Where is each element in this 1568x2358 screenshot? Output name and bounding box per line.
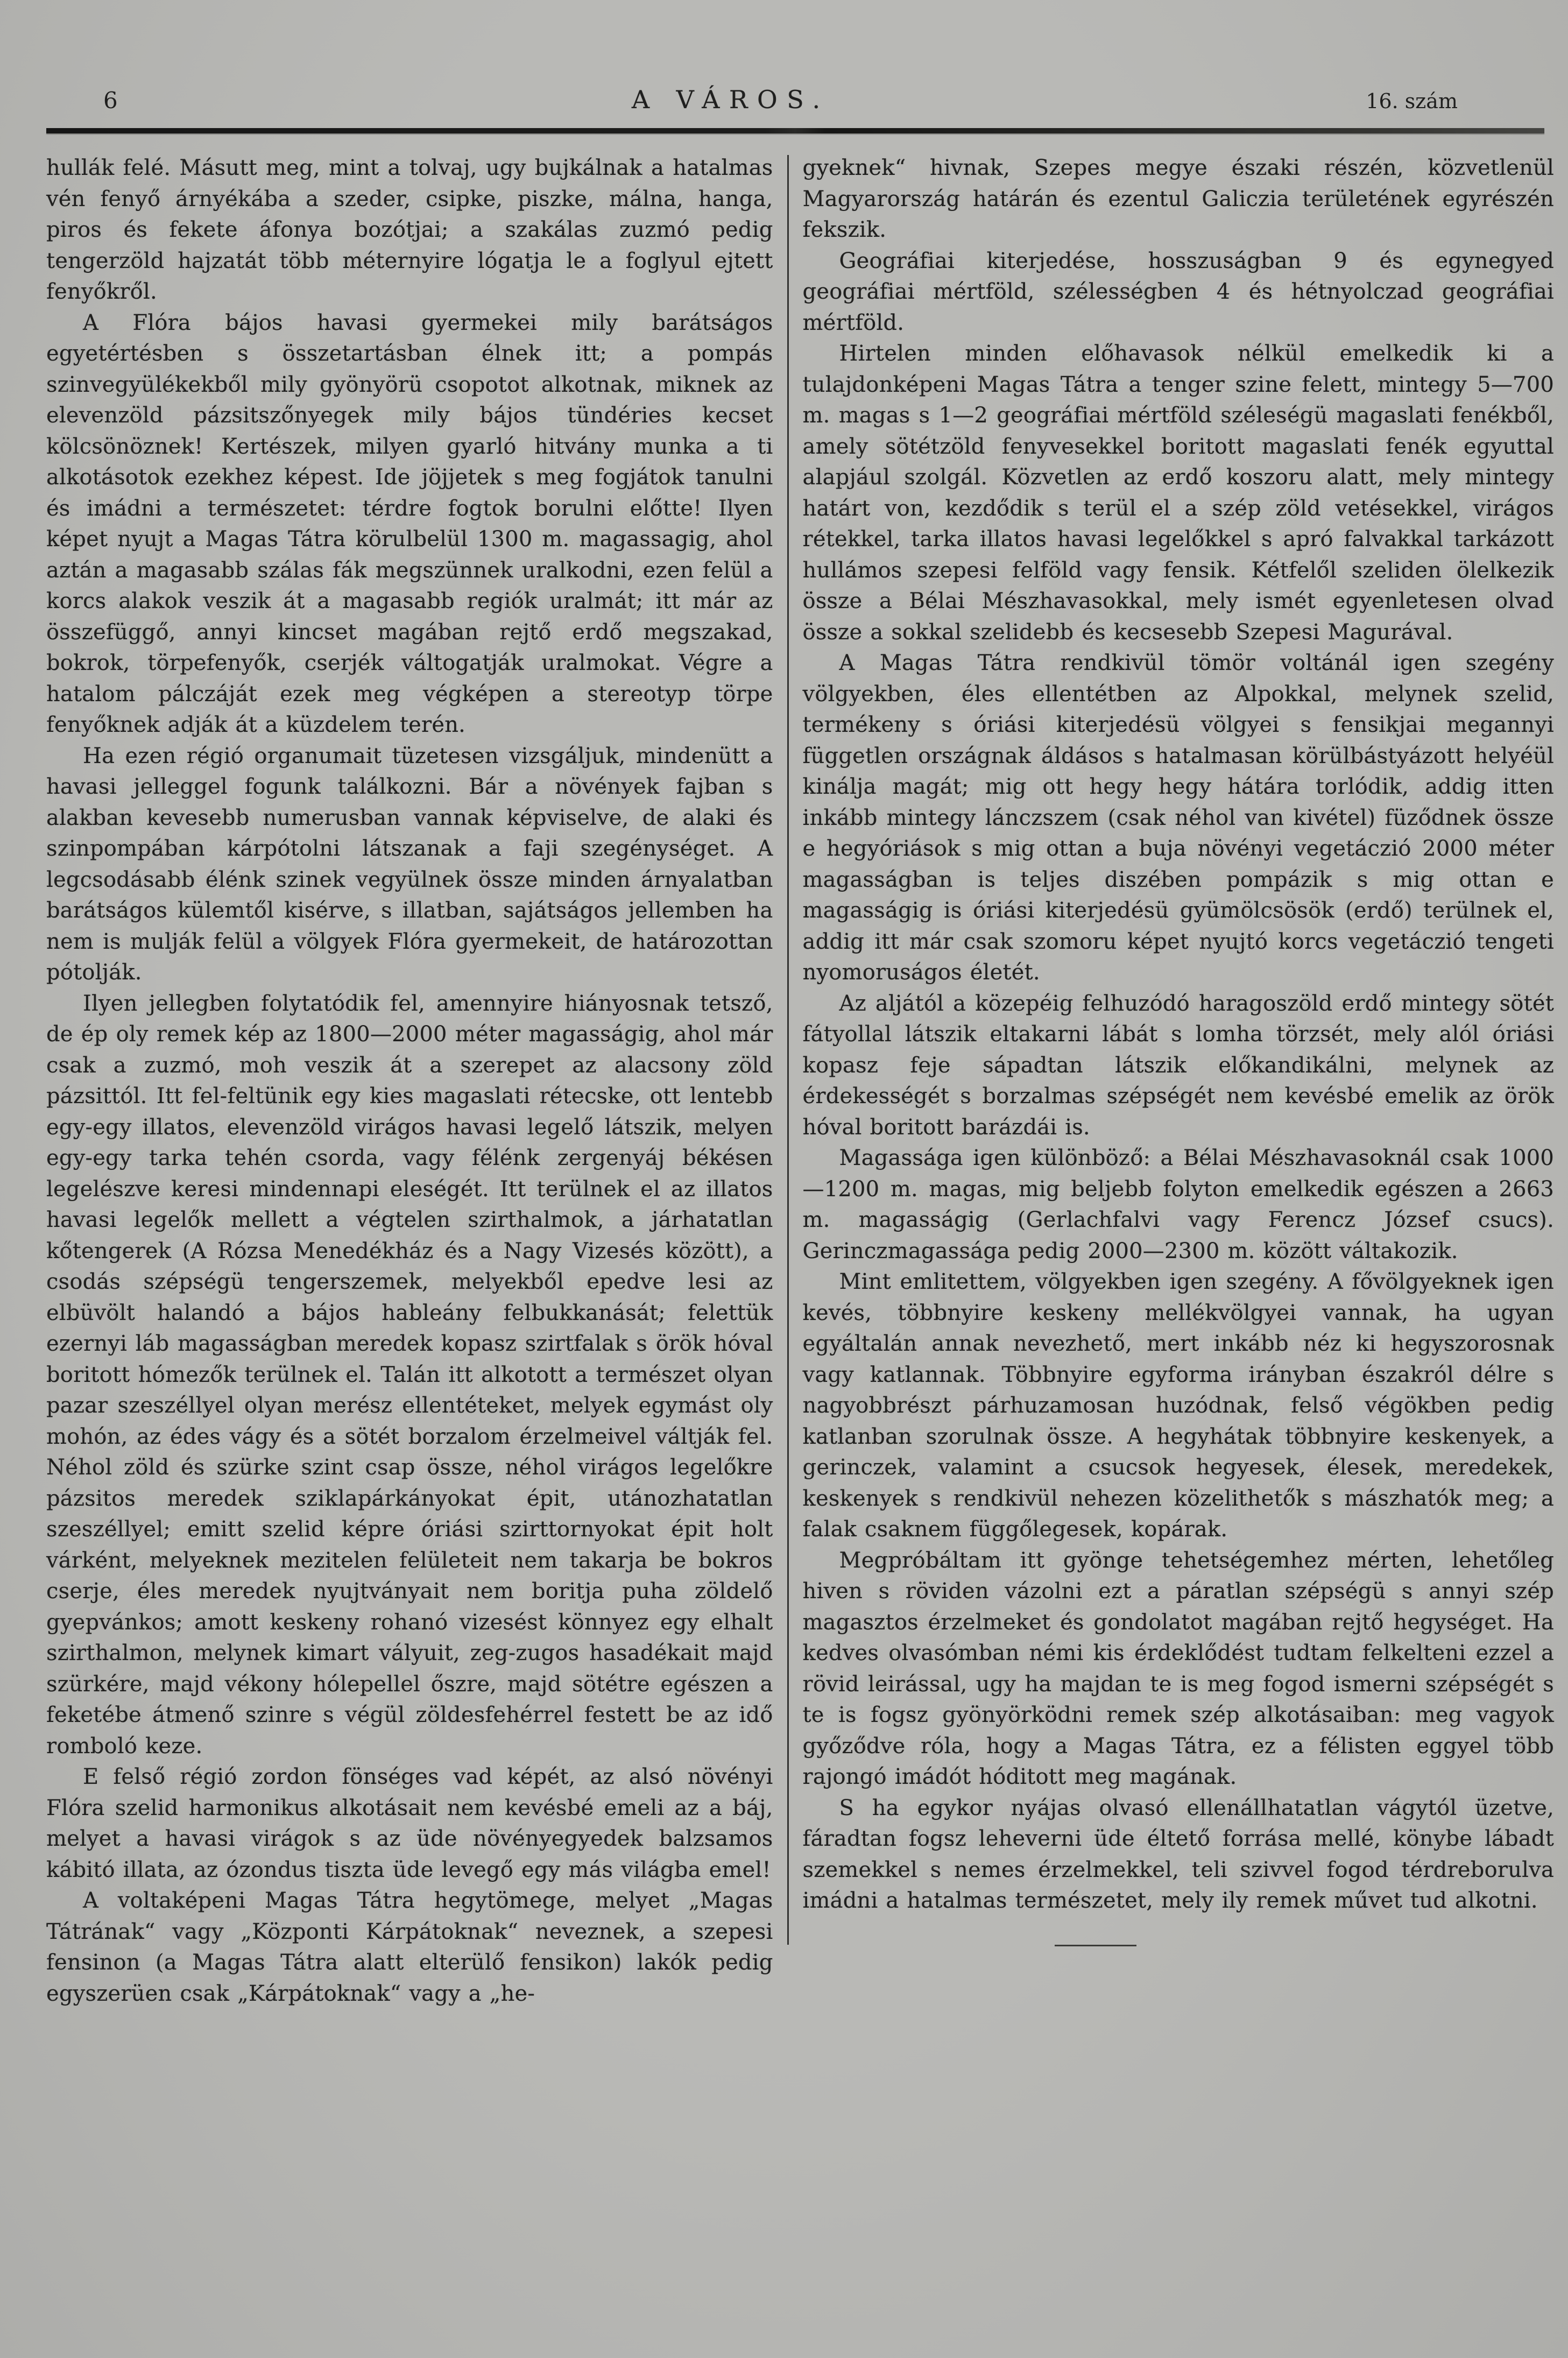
paragraph: Hirtelen minden előhavasok nélkül emelkedik ki a tulajdonképeni Magas Tátra a tenger szine felett, mintegy 5—700 m. magas s 1—2 geográfiai mértföld széleségü magaslati fenékből, amely sötétzöld fenyvesekkel boritott magaslati fenék egyuttal alapjául szolgál. Közvetlen az erdő koszoru alatt, mely mintegy határt von, kezdődik s terül el a szép zöld vetésekkel, virágos rétekkel, tarka illatos havasi legelőkkel s apró falvakkal tarkázott hullámos szepesi felföld vagy fensik. Kétfelől szeliden ölelkezik össze a Bélai Mészhavasokkal, mely ismét egyenletesen olvad össze a sokkal szelidebb és kecsesebb Szepesi Magurával. [802,341,1555,645]
masthead-title: A VÁROS. [631,85,830,114]
paragraph: A voltaképeni Magas Tátra hegytömege, melyet „Magas Tátrának“ vagy „Központi Kárpátoknak“ neveznek, a szepesi fensinon (a Magas Tátra alatt elterülő fensikon) lakók pedig egyszerüen csak „Kárpátoknak“ vagy a „he- [46,1888,773,2006]
paragraph: Ha ezen régió organumait tüzetesen vizsgáljuk, mindenütt a havasi jelleggel fogunk találkozni. Bár a növények fajban s alakban kevesebb numerusban vannak képviselve, de alaki és szinpompában kárpótolni látszanak a faji szegénységet. A legcsodásabb élénk szinek vegyülnek össze minden árnyalatban barátságos külemtől kisérve, s illatban, sajátságos jellemben ha nem is mulják felül a völgyek Flóra gyermekeit, de határozottan pótolják. [46,743,773,985]
paragraph: Geográfiai kiterjedése, hosszuságban 9 és egynegyed geográfiai mértföld, szélességben 4 és hétnyolczad geográfiai mértföld. [802,248,1555,335]
left-column [46,153,773,2009]
issue-number: 16. szám [1366,89,1458,113]
column-divider [787,155,789,1945]
paragraph: Ilyen jellegben folytatódik fel, amennyire hiányosnak tetsző, de ép oly remek kép az 1800—2000 méter magasságig, ahol már csak a zuzmó, moh veszik át a szerepet az alacsony zöld pázsittól. Itt fel-feltünik egy kies magaslati rétecske, ott lentebb egy-egy illatos, elevenzöld virágos havasi legelő látszik, melyen egy-egy tarka tehén csorda, vagy félénk zergenyáj békésen legelészve keresi mindennapi eleségét. Itt terülnek el az illatos havasi legelők mellett a végtelen szirthalmok, a járhatatlan kőtengerek (A Rózsa Menedékház és a Nagy Vizesés között), a csodás szépségü tengerszemek, melyekből epedve lesi az elbüvölt halandó a bájos hableány felbukkanását; felettük ezernyi láb magasságban meredek kopasz szirtfalak s örök hóval boritott hómezők terülnek el. Talán itt alkotott a természet olyan pazar szeszéllyel olyan merész ellentéteket, melyek egymást oly mohón, az édes vágy és a sötét borzalom érzelmeivel váltják fel. Néhol zöld és szürke szint csap össze, néhol virágos legelőkre pázsitos meredek sziklapárkányokat épit, utánozhatatlan szeszéllyel; emitt szelid képre óriási szirttornyokat épit holt várként, melyeknek mezitelen felületeit nem takarja be bokros cserje, éles meredek nyujtványait nem boritja puha zöldelő gyepvánkos; amott keskeny rohanó vizesést könnyez egy elhalt szirthalmon, melynek kimart vályuit, zeg-zugos hasadékait majd szürkére, majd vékony hólepellel őszre, majd sötétre egészen a feketébe átmenő szinre s végül zöldesfehérrel festett be az idő romboló keze. [46,991,773,1759]
right-column-paragraphs [803,153,1554,1917]
paragraph: Mint emlitettem, völgyekben igen szegény. A fővölgyeknek igen kevés, többnyire keskeny mellékvölgyei vannak, ha ugyan egyáltalán annak nevezhető, mert inkább néz ki hegyszorosnak vagy katlannak. Többnyire egyforma irányban északról délre s nagyobbrészt párhuzamosan huzódnak, felső végökben pedig katlanban szorulnak össze. A hegyhátak többnyire keskenyek, a gerinczek, valamint a csucsok hegyesek, élesek, meredekek, keskenyek s rendkivül nehezen közelithetők s mászhatók meg; a falak csaknem függőlegesek, kopárak. [802,1269,1555,1542]
paragraph: hullák felé. Másutt meg, mint a tolvaj, ugy bujkálnak a hatalmas vén fenyő árnyékába a szeder, csipke, piszke, málna, hanga, piros és fekete áfonya bozótjai; a szakálas zuzmó pedig tengerzöld hajzatát több méternyire lógatja le a foglyul ejtett fenyőkről. [46,156,773,304]
paragraph: A Flóra bájos havasi gyermekei mily barátságos egyetértésben s összetartásban élnek itt; a pompás szinvegyülékekből mily gyönyörü csopotot alkotnak, miknek az elevenzöld pázsitszőnyegek mily bájos tündéries kecset kölcsönöznek! Kertészek, milyen gyarló hitvány munka a ti alkotásotok ezekhez képest. Ide jöjjetek s meg fogjátok tanulni és imádni a természetet: térdre fogtok borulni előtte! Ilyen képet nyujt a Magas Tátra körulbelül 1300 m. magassagig, ahol aztán a magasabb szálas fák megszünnek uralkodni, ezen felül a korcs alakok veszik át a magasabb regiók uralmát; itt már az összefüggő, annyi kincset magában rejtő erdő megszakad, bokrok, törpefenyők, cserjék váltogatják uralmokat. Végre a hatalom pálczáját ezek meg végképen a stereotyp törpe fenyőknek adják át a küzdelem terén. [46,310,773,737]
paragraph: gyeknek“ hivnak, Szepes megye északi részén, közvetlenül Magyarország határán és ezentul Galiczia területének egyrészén fekszik. [802,156,1555,242]
paragraph: Megpróbáltam itt gyönge tehetségemhez mérten, lehetőleg hiven s röviden vázolni ezt a páratlan szépségü s annyi szép magasztos érzelmeket és gondolatot magában rejtő hegységet. Ha kedves olvasómban némi kis érdeklődést tudtam felkelteni ezzel a rövid leirással, ugy ha majdan te is meg fogod ismerni szépségét s te is fogsz gyönyörködni remek szép alkotásaiban: meg vagyok győződve róla, hogy a Magas Tátra, ez a félisten eggyel több rajongó imádót hóditott meg magának. [802,1548,1555,1789]
article-columns [0,153,1568,2009]
left-column-paragraphs [46,153,773,2009]
right-column [803,153,1554,2009]
paragraph: Magassága igen különböző: a Bélai Mészhavasoknál csak 1000—1200 m. magas, mig beljebb folyton emelkedik egészen a 2663 m. magasságig (Gerlachfalvi vagy Ferencz József csucs). Gerinczmagassága pedig 2000—2300 m. között váltakozik. [802,1146,1555,1263]
page-header [0,0,1568,114]
paragraph: E felső régió zordon fönséges vad képét, az alsó növényi Flóra szelid harmonikus alkotásait nem kevésbé emeli az a báj, melyet a havasi virágok s az üde növényegyedek balzsamos kábitó illata, az ózondus tiszta üde levegő egy más világba emel! [46,1764,773,1882]
paragraph: Az aljától a közepéig felhuzódó haragoszöld erdő mintegy sötét fátyollal látszik eltakarni lábát s lomha törzsét, mely alól óriási kopasz feje sápadtan látszik előkandikálni, melynek az érdekességét s borzalmas szépségét nem kevésbé emelik az örök hóval boritott barázdái is. [802,991,1555,1140]
article-end-rule [1055,1945,1136,1946]
paragraph: A Magas Tátra rendkivül tömör voltánál igen szegény völgyekben, éles ellentétben az Alpokkal, melynek szelid, termékeny s óriási kiterjedésü völgyei s fensikjai megannyi független országnak áldásos s hatalmasan körülbástyázott helyéül kinálja magát; mig ott hegy hegy hátára torlódik, addig itten inkább mintegy lánczszem (csak néhol van kivétel) füződnek össze e hegyóriások s mig ottan a buja növényi vegetáczió 2000 méter magasságban is teljes diszében pompázik s mig ottan e magasságig is óriási kiterjedésü gyümölcsösök (erdő) terülnek el, addig itt már csak szomoru képet nyujtó korcs vegetáczió tengeti nyomoruságos életét. [802,651,1555,985]
page-number: 6 [103,87,118,114]
header-rule [46,128,1544,133]
paragraph: S ha egykor nyájas olvasó ellenállhatatlan vágytól üzetve, fáradtan fogsz leheverni üde éltető forrása mellé, könybe lábadt szemekkel s nemes érzelmekkel, teli szivvel fogod térdreborulva imádni a hatalmas természetet, mely ily remek művet tud alkotni. [802,1795,1555,1913]
